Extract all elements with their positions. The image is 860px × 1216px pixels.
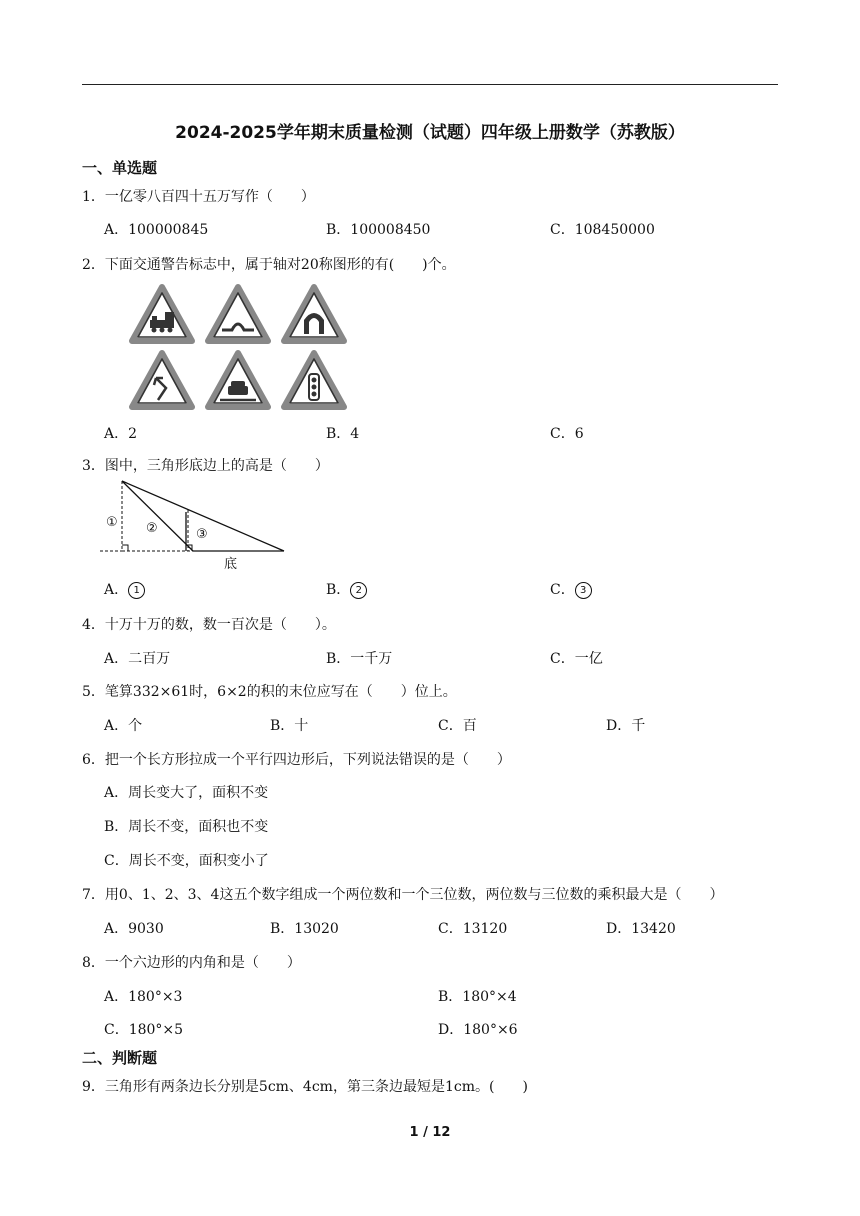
figure-label-1: ① [106, 515, 118, 530]
page-title: 2024-2025学年期末质量检测（试题）四年级上册数学（苏教版） [175, 123, 685, 143]
question-3-option-b[interactable] [326, 579, 367, 599]
figure-base-label: 底 [224, 557, 238, 572]
question-3-option-a[interactable] [104, 579, 145, 599]
question-5-option-c[interactable]: C．百 [438, 718, 477, 734]
traffic-signs-figure [126, 282, 350, 412]
section-heading-single-choice: 一、单选题 [82, 159, 158, 177]
circled-number-2: 2 [350, 582, 367, 599]
question-7-option-b[interactable]: B．13020 [270, 921, 339, 937]
question-2-option-a[interactable]: A．2 [104, 426, 138, 442]
question-8-option-a[interactable]: A．180°×3 [104, 989, 183, 1005]
question-8-option-d[interactable]: D．180°×6 [438, 1022, 518, 1038]
question-7-option-c[interactable]: C．13120 [438, 921, 508, 937]
question-8-option-c[interactable]: C．180°×5 [104, 1022, 184, 1038]
traffic-light-sign-icon [284, 353, 344, 407]
option-prefix: B． [326, 582, 351, 598]
sharp-turn-sign-icon [132, 353, 192, 407]
question-5-option-b[interactable]: B．十 [270, 718, 309, 734]
question-4-stem: 4．十万十万的数，数一百次是（ ）。 [82, 617, 336, 633]
question-4-option-a[interactable]: A．二百万 [104, 651, 171, 667]
tunnel-sign-icon [284, 287, 344, 341]
question-5-stem: 5．笔算332×61时，6×2的积的末位应写在（ ）位上。 [82, 684, 457, 700]
question-5-option-a[interactable]: A．个 [104, 718, 143, 734]
circled-number-1: 1 [128, 582, 145, 599]
question-1-option-b[interactable]: B．100008450 [326, 222, 431, 238]
section-heading-true-false: 二、判断题 [82, 1049, 158, 1067]
question-7-stem: 7．用0、1、2、3、4这五个数字组成一个两位数和一个三位数，两位数与三位数的乘积最大是（ ） [82, 887, 724, 903]
page-number: 1 / 12 [409, 1125, 451, 1140]
question-5-option-d[interactable]: D．千 [606, 718, 646, 734]
question-3-stem: 3．图中，三角形底边上的高是（ ） [82, 458, 329, 474]
slippery-road-sign-icon [208, 353, 268, 407]
option-prefix: A． [104, 582, 129, 598]
figure-label-2: ② [146, 521, 158, 536]
question-8-stem: 8．一个六边形的内角和是（ ） [82, 955, 301, 971]
question-8-option-b[interactable]: B．180°×4 [438, 989, 517, 1005]
question-7-option-d[interactable]: D．13420 [606, 921, 676, 937]
question-2-option-c[interactable]: C．6 [550, 426, 584, 442]
question-6-stem: 6．把一个长方形拉成一个平行四边形后，下列说法错误的是（ ） [82, 752, 511, 768]
header-rule [82, 84, 778, 85]
train-crossing-sign-icon [132, 287, 192, 341]
question-9-stem: 9．三角形有两条边长分别是5cm、4cm，第三条边最短是1cm。( ) [82, 1079, 528, 1095]
question-3-option-c[interactable] [550, 579, 592, 599]
question-2-stem: 2．下面交通警告标志中，属于轴对20称图形的有( )个。 [82, 257, 456, 273]
question-1-stem: 1．一亿零八百四十五万写作（ ） [82, 189, 315, 205]
question-6-option-b[interactable]: B．周长不变，面积也不变 [104, 819, 269, 835]
question-1-option-c[interactable]: C．108450000 [550, 222, 655, 238]
question-4-option-b[interactable]: B．一千万 [326, 651, 393, 667]
question-2-option-b[interactable]: B．4 [326, 426, 360, 442]
question-6-option-c[interactable]: C．周长不变，面积变小了 [104, 853, 269, 869]
question-1-option-a[interactable]: A．100000845 [104, 222, 209, 238]
circled-number-3: 3 [575, 582, 592, 599]
question-7-option-a[interactable]: A．9030 [104, 921, 164, 937]
option-prefix: C． [550, 582, 575, 598]
figure-label-3: ③ [196, 527, 208, 542]
question-4-option-c[interactable]: C．一亿 [550, 651, 603, 667]
question-6-option-a[interactable]: A．周长变大了，面积不变 [104, 785, 269, 801]
hump-bridge-sign-icon [208, 287, 268, 341]
triangle-height-figure [98, 474, 290, 574]
